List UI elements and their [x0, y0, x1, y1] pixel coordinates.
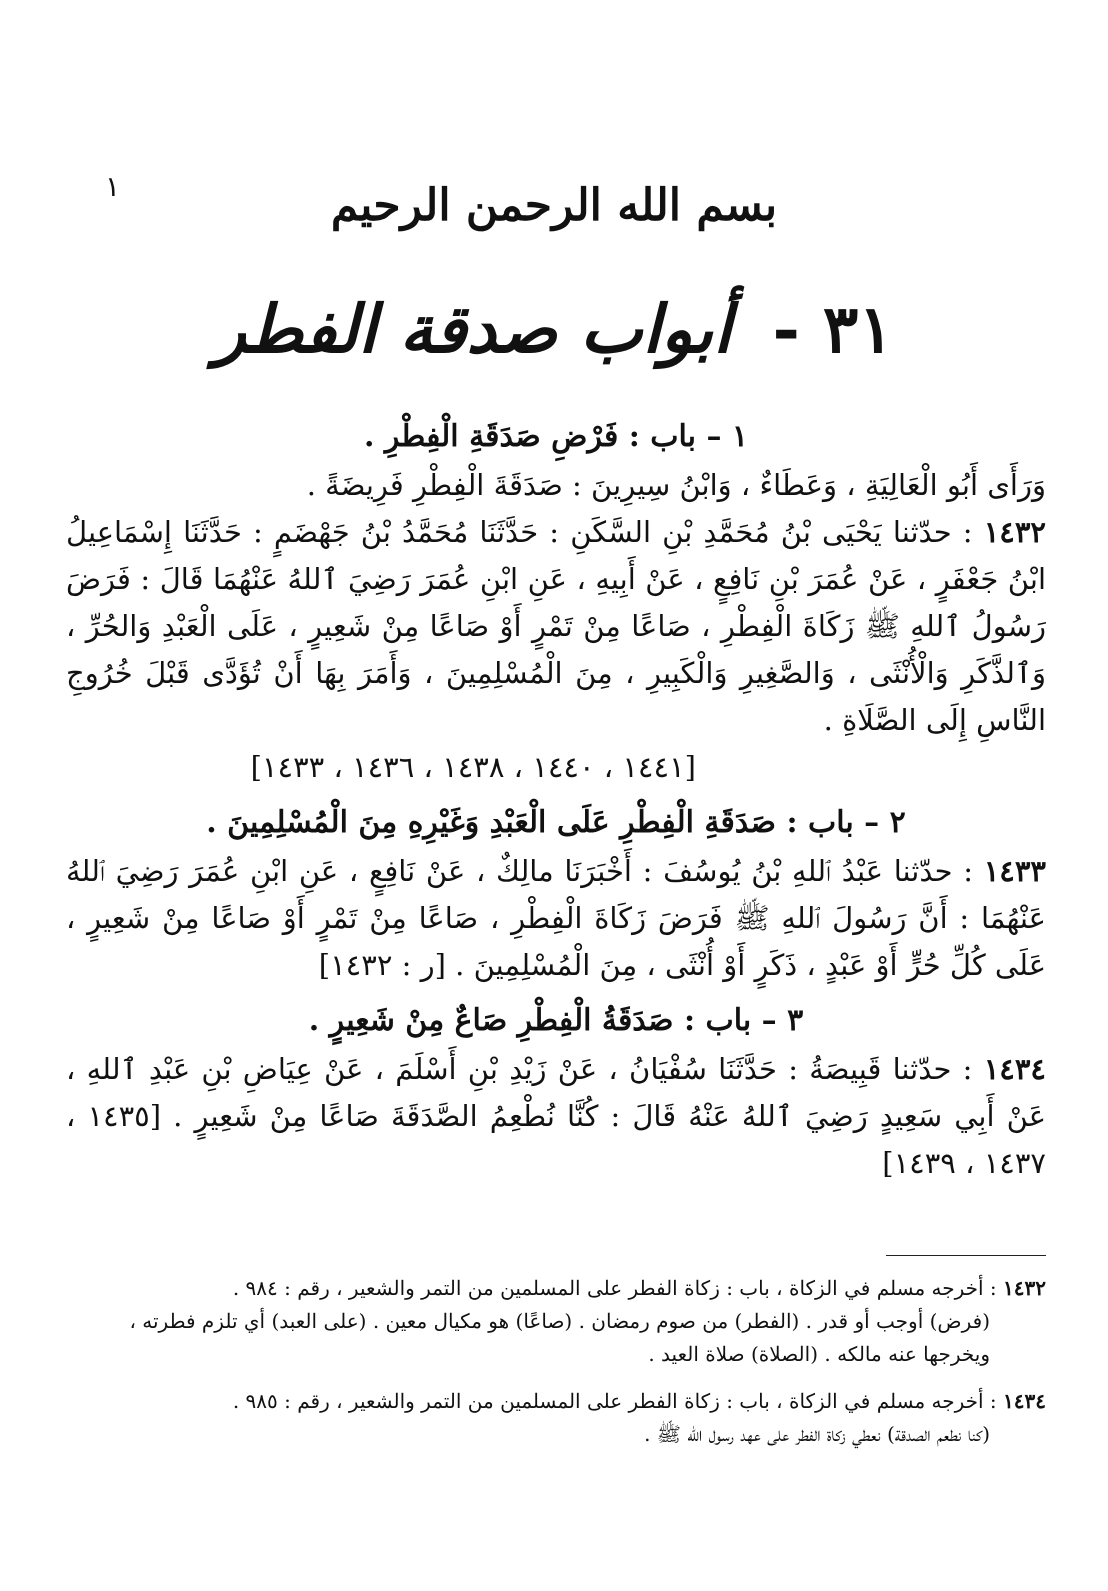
footnote-source: : أخرجه مسلم في الزكاة ، باب : زكاة الفطر على المسلمين من التمر والشعير ، رقم : ٩٨٥ . — [232, 1389, 997, 1413]
hadith-text: : حدّثنا قَبِيصَةُ : حَدَّثَنَا سُفْيَانُ ، عَنْ زَيْدِ بْنِ أَسْلَمَ ، عَنْ عِيَاضِ بْنِ عَبْدِ ٱللهِ ، عَنْ أَبِي سَعِيدٍ رَضِيَ ٱللهُ عَنْهُ قَالَ : كُنَّا نُطْعِمُ الصَّدَقَةَ صَاعًا مِنْ شَعِيرٍ . [١٤٣٥ ، ١٤٣٧ ، ١٤٣٩] — [66, 1052, 1046, 1180]
section-intro-1: وَرَأَى أَبُو الْعَالِيَةِ ، وَعَطَاءٌ ، وَابْنُ سِيرِينَ : صَدَقَةَ الْفِطْرِ فَرِيضَةً . — [306, 468, 1046, 502]
section-heading-2: ٢ – باب : صَدَقَةِ الْفِطْرِ عَلَى الْعَبْدِ وَغَيْرِهِ مِنَ الْمُسْلِمِينَ . — [206, 805, 906, 840]
footnote-number: ١٤٣٤ — [1003, 1389, 1046, 1413]
cross-references: [١٤٤١ ، ١٤٤٠ ، ١٤٣٨ ، ١٤٣٦ ، ١٤٣٣] — [250, 750, 696, 784]
hadith-1432 — [66, 509, 1046, 744]
chapter-title — [0, 290, 1108, 368]
footnote-source: : أخرجه مسلم في الزكاة ، باب : زكاة الفطر على المسلمين من التمر والشعير ، رقم : ٩٨٤ . — [232, 1276, 997, 1300]
chapter-number: ٣١ - — [772, 290, 894, 368]
footnote-gloss: (كنا نطعم الصدقة) نعطي زكاة الفطر على عهد رسول الله ﷺ . — [644, 1422, 990, 1446]
main-text — [66, 405, 1046, 1187]
basmala: بسم الله الرحمن الرحيم — [330, 180, 778, 231]
hadith-number: ١٤٣٢ — [983, 515, 1047, 549]
hadith-number: ١٤٣٤ — [983, 1052, 1047, 1086]
hadith-1434 — [66, 1046, 1046, 1187]
hadith-number: ١٤٣٣ — [983, 854, 1046, 888]
hadith-text: : حدّثنا عَبْدُ ٱللهِ بْنُ يُوسُفَ : أَخْبَرَنَا مالِكٌ ، عَنْ نَافِعٍ ، عَنِ ابْنِ عُمَرَ رَضِيَ ٱللهُ عَنْهُمَا : أَنَّ رَسُولَ ٱللهِ ﷺ فَرَضَ زَكَاةَ الْفِطْرِ ، صَاعًا مِنْ تَمْرٍ أَوْ صَاعًا مِنْ شَعِيرٍ ، عَلَى كُلِّ حُرٍّ أَوْ عَبْدٍ ، ذَكَرٍ أَوْ أُنْثَى ، مِنَ الْمُسْلِمِينَ . [ر : ١٤٣٢] — [66, 854, 1046, 982]
footnote-first-line — [66, 1385, 1046, 1418]
section-heading-1: ١ – باب : فَرْضِ صَدَقَةِ الْفِطْرِ . — [363, 419, 749, 454]
page-number: ١ — [104, 170, 120, 203]
footnote-1432 — [66, 1272, 1046, 1371]
section-heading-3: ٣ – باب : صَدَقَةُ الْفِطْرِ صَاعٌ مِنْ شَعِيرٍ . — [308, 1003, 804, 1038]
footnote-gloss: (فرض) أوجب أو قدر . (الفطر) من صوم رمضان . (صاعًا) هو مكيال معين . (على العبد) أي تلزم فطرته ، ويخرجها عنه مالكه . (الصلاة) صلاة العيد . — [129, 1309, 990, 1366]
footnote-divider — [886, 1255, 1046, 1256]
chapter-name: أبواب صدقة الفطر — [214, 290, 732, 368]
footnote-number: ١٤٣٢ — [1003, 1276, 1046, 1300]
footnotes — [66, 1272, 1046, 1465]
footnote-first-line — [66, 1272, 1046, 1305]
hadith-1433 — [66, 848, 1046, 989]
hadith-text: : حدّثنا يَحْيَى بْنُ مُحَمَّدِ بْنِ السَّكَنِ : حَدَّثَنَا مُحَمَّدُ بْنُ جَهْضَمٍ : حَدَّثَنَا إِسْمَاعِيلُ ابْنُ جَعْفَرٍ ، عَنْ عُمَرَ بْنِ نَافِعٍ ، عَنْ أَبِيهِ ، عَنِ ابْنِ عُمَرَ رَضِيَ ٱللهُ عَنْهُمَا قَالَ : فَرَضَ رَسُولُ ٱللهِ ﷺ زَكَاةَ الْفِطْرِ ، صَاعًا مِنْ تَمْرٍ أَوْ صَاعًا مِنْ شَعِيرٍ ، عَلَى الْعَبْدِ وَالحُرِّ ، وَٱلذَّكَرِ وَالْأُنْثَى ، وَالصَّغِيرِ وَالْكَبِيرِ ، مِنَ الْمُسْلِمِينَ ، وَأَمَرَ بِهَا أَنْ تُؤَدَّى قَبْلَ خُرُوجِ النَّاسِ إِلَى الصَّلَاةِ . — [66, 515, 1046, 737]
footnote-1434 — [66, 1385, 1046, 1451]
